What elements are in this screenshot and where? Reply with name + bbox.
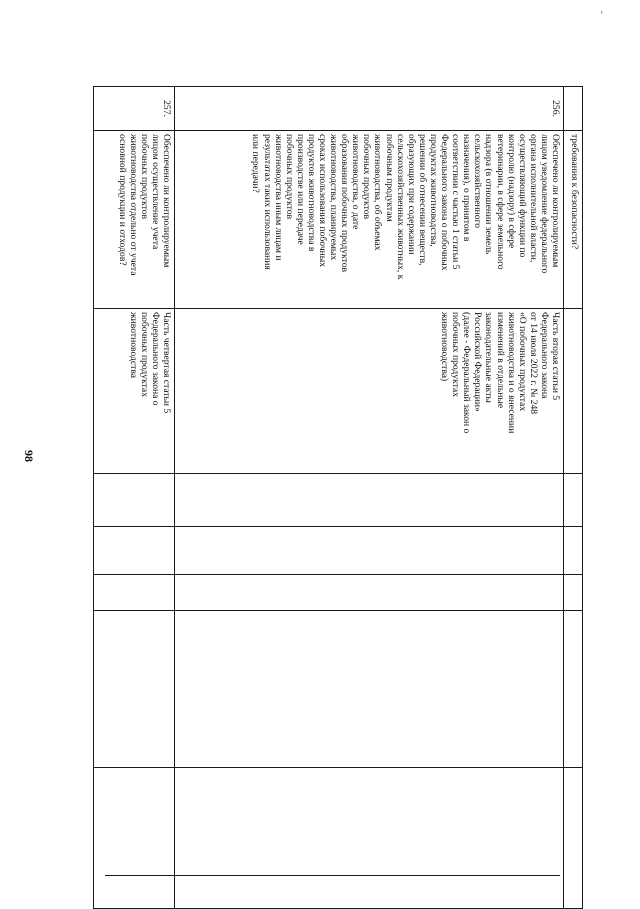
question-cell: Обеспечено ли контролируемым лицом осуществление учета побочных продуктов животноводства отдельно от учета основной продукции и отходов?	[94, 131, 175, 309]
legal-reference-cell: Часть вторая статьи 5 Федерального закона от 14 июля 2022 г. № 248 «О побочных продуктах животноводства и о внесении изменений в отдельные законодательные акты Российской Федерации» (далее - Федеральный закон о побочных продуктах животноводства)	[175, 309, 564, 474]
answer-na-cell	[94, 575, 175, 611]
checklist-table	[93, 86, 583, 909]
note-cell	[564, 768, 583, 909]
note-cell	[175, 768, 564, 909]
checklist-table-container	[99, 86, 583, 908]
legal-reference-cell: Часть четвертая статьи 5 Федерального закона о побочных продуктах животноводства	[94, 309, 175, 474]
answer-na-cell	[564, 575, 583, 611]
question-cell: требования к безопасности?	[564, 131, 583, 309]
table-row	[94, 87, 175, 909]
empty-cell	[94, 611, 175, 768]
row-number-cell: 256.	[175, 87, 564, 131]
empty-cell	[175, 611, 564, 768]
answer-no-cell	[564, 527, 583, 575]
row-number-cell	[564, 87, 583, 131]
corner-mark: '	[601, 10, 603, 20]
page-number: 98	[22, 450, 36, 462]
legal-reference-cell	[564, 309, 583, 474]
table-row	[564, 87, 583, 909]
empty-cell	[564, 611, 583, 768]
answer-yes-cell	[175, 474, 564, 527]
answer-no-cell	[175, 527, 564, 575]
bottom-rule	[105, 875, 560, 876]
answer-yes-cell	[94, 474, 175, 527]
answer-no-cell	[94, 527, 175, 575]
note-cell	[94, 768, 175, 909]
answer-yes-cell	[564, 474, 583, 527]
question-cell: Обеспечено ли контролируемым лицом уведомление федерального органа исполнительной власти, осуществляющий функции по контролю (надзору) в сфере ветеринарии, в сфере земельного надзора (в отношении земель сельскохозяйственного назначения), о принятом в соответствии с частью 1 статьи 5 Федерального закона о побочных продуктах животноводства, решении об отнесении веществ, образующих при содержании сельскохозяйственных животных, к побочным продуктам животноводства, об объемах побочных продуктов животноводства, о дате образования побочных продуктов животноводства, планируемых сроках использования побочных продуктов животноводства в производстве или передаче побочных продуктов животноводства иным лицам и результатах таких использования или передачи?	[175, 131, 564, 309]
row-number-cell: 257.	[94, 87, 175, 131]
table-row	[175, 87, 564, 909]
answer-na-cell	[175, 575, 564, 611]
